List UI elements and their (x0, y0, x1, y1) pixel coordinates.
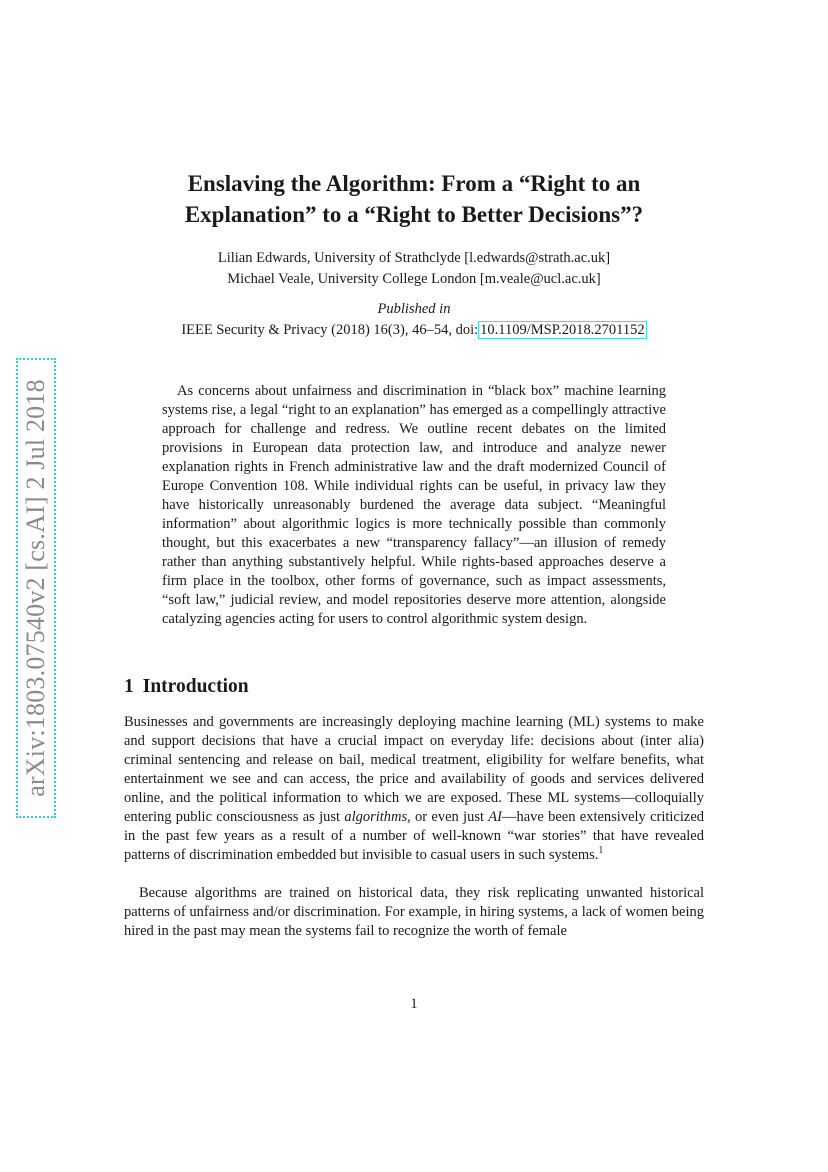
paper-title (124, 168, 704, 230)
paragraph-text: , or even just (407, 809, 489, 825)
abstract-text: As concerns about unfairness and discrimination in “black box” machine learning systems rise, a legal “right to an explanation” has emerged as a compellingly attractive approach for challenge and redress. We outline recent debates on the limited provisions in European data protection law, and introduce and analyze newer explanation rights in French administrative law and the draft modernized Council of Europe Convention 108. While individual rights can be useful, in privacy law they have historically unreasonably burdened the average data subject. “Meaningful information” about algorithmic logics is more technically possible than commonly thought, but this exacerbates a new “transparency fallacy”—an illusion of remedy rather than anything substantively helpful. While rights-based approaches deserve a firm place in the toolbox, other forms of governance, such as impact assessments, “soft law,” judicial review, and model repositories deserve more attention, alongside catalyzing agencies acting for users to control algorithmic system design. (162, 383, 666, 627)
publication-info (124, 299, 704, 341)
doi-link[interactable]: 10.1109/MSP.2018.2701152 (480, 322, 645, 338)
venue-text: IEEE Security & Privacy (2018) 16(3), 46–54, doi: (181, 322, 479, 338)
page-number: 1 (410, 996, 418, 1012)
arxiv-identifier-stamp[interactable] (16, 358, 56, 818)
section-heading (124, 675, 249, 699)
title-line-1: Enslaving the Algorithm: From a “Right to an (187, 171, 641, 196)
title-line-2: Explanation” to a “Right to Better Decisions”? (184, 202, 644, 227)
emphasis-text: algorithms (344, 809, 408, 825)
emphasis-text: AI (488, 809, 502, 825)
body-paragraph: Because algorithms are trained on historical data, they risk replicating unwanted historical patterns of unfairness and/or discrimination. For example, in hiring systems, a lack of women being hired in the past may mean the systems fail to recognize the worth of female (124, 885, 704, 939)
section-number: 1 (124, 676, 134, 697)
author-line: Lilian Edwards, University of Strathclyde [l.edwards@strath.ac.uk] (217, 250, 611, 266)
footnote-marker[interactable]: 1 (598, 845, 604, 857)
body-paragraph (124, 713, 704, 865)
author-list (124, 248, 704, 290)
publication-venue (124, 320, 704, 341)
paragraph-text: —have been extensively criticized in the past few years as a result of a number of well-known “war stories” that have revealed patterns of discrimination embedded but invisible to casual users in such systems. (124, 809, 705, 863)
published-in-label: Published in (377, 301, 451, 317)
paragraph-text: Businesses and governments are increasingly deploying machine learning (ML) systems to make and support decisions that have a crucial impact on everyday life: decisions about (inter alia) criminal sentencing and release on bail, medical treatment, eligibility for welfare benefits, what entertainment we see and can access, the price and availability of goods and services delivered online, and the political information to which we are exposed. These ML systems—colloquially entering public consciousness as just (124, 714, 704, 825)
author-line: Michael Veale, University College London [m.veale@ucl.ac.uk] (227, 271, 601, 287)
section-title: Introduction (142, 676, 249, 697)
arxiv-identifier-text: arXiv:1803.07540v2 [cs.AI] 2 Jul 2018 (21, 379, 50, 797)
